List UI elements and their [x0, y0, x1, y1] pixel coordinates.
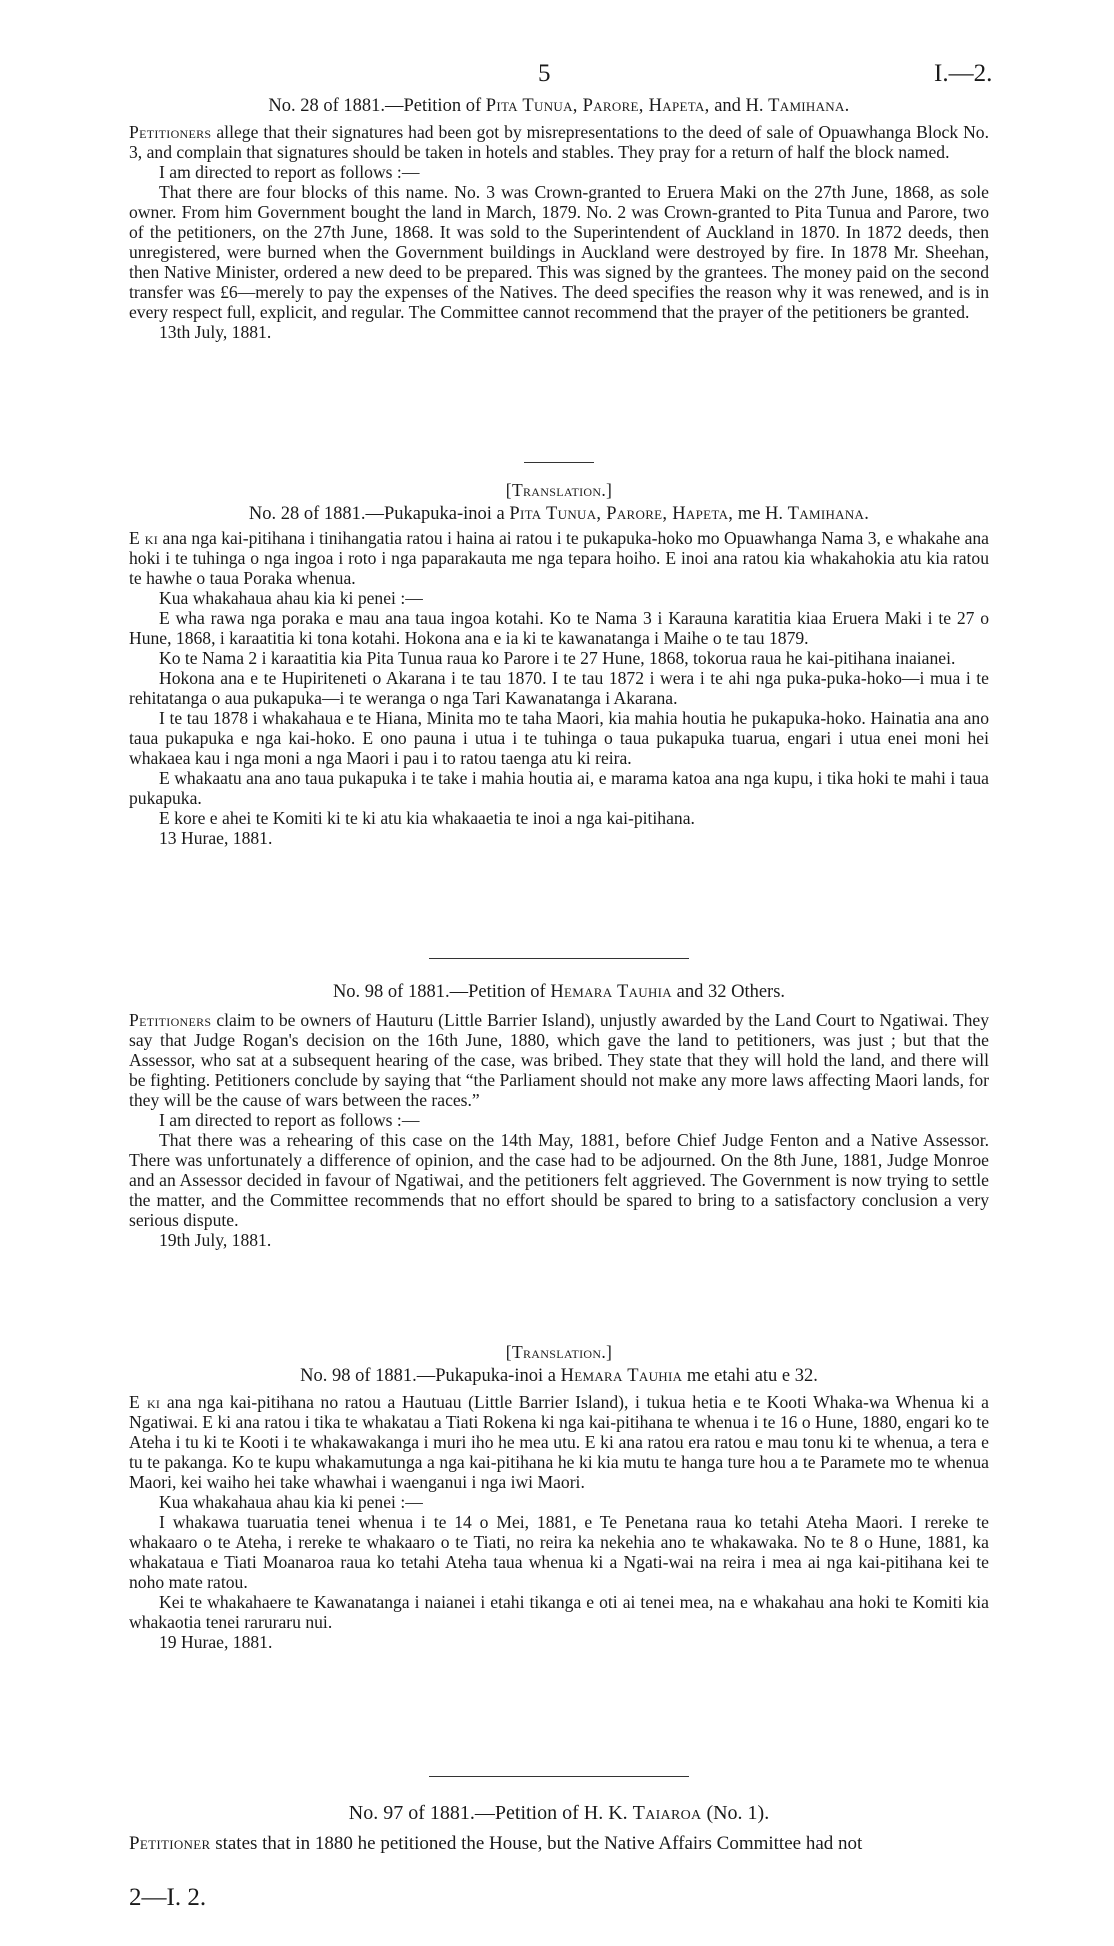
divider — [129, 1776, 989, 1777]
document-reference: I.—2. — [934, 60, 993, 87]
paragraph: E ki ana nga kai-pitihana no ratou a Hautuau (Little Barrier Island), i tukua hetia e te Kooti Whaka-wa Whenua ki a Ngatiwai. E ki ana ratou i tika te whakatau a Tiati Rokena ki nga kai-pitihana te whenua i te 16 o Hune, 1880, engari ko te Ateha i tu ki te Kooti i te whakawakanga i muri iho he mea utu. E ki ana ratou era ratou e mau tonu ki te whenua, a tera e tu te pakanga. Ko te kupu whakamutunga a nga kai-pitihana he ki kia mutu te hanga ture hou a te Paramete mo te whenua Maori, kei waiho hei take whawhai i waenganui i nga iwi Maori. — [129, 1392, 989, 1492]
petition-98-english — [129, 982, 989, 1250]
divider — [129, 958, 989, 959]
paragraph: Petitioners claim to be owners of Hauturu (Little Barrier Island), unjustly awarded by the Land Court to Ngatiwai. They say that Judge Rogan's decision on the 16th June, 1880, which gave the land to petitioners, was just ; but that the Assessor, who sat at a subsequent hearing of the case, was bribed. They state that they will hold the land, and there will be fighting. Petitioners conclude by saying that “the Parliament should not make any more laws affecting Maori lands, for they will be the cause of wars between the races.” — [129, 1010, 989, 1110]
page-number: 5 — [538, 60, 551, 87]
paragraph: Kua whakahaua ahau kia ki penei :— — [159, 1492, 423, 1512]
paragraph: E ki ana nga kai-pitihana i tinihangatia ratou i haina ai ratou i te pukapuka-hoko mo Opuawhanga Nama 3, e whakahe ana hoki i te tuhinga o nga ingoa i roto i nga paparakauta me nga tepara hoiho. E inoi ana ratou kia whakahokia atu kia ratou te hawhe o taua Poraka whenua. — [129, 528, 989, 588]
paragraph: I am directed to report as follows :— — [159, 162, 420, 182]
translation-label: [Translation.] — [505, 480, 613, 500]
section-title: No. 98 of 1881.—Pukapuka-inoi a Hemara Tauhia me etahi atu e 32. — [300, 1366, 818, 1386]
date-line: 13th July, 1881. — [159, 322, 272, 342]
paragraph: E kore e ahei te Komiti ki te ki atu kia whakaaetia te inoi a nga kai-pitihana. — [159, 808, 695, 828]
section-title: No. 98 of 1881.—Petition of Hemara Tauhia and 32 Others. — [332, 982, 786, 1002]
paragraph: That there are four blocks of this name. No. 3 was Crown-granted to Eruera Maki on the 27th June, 1868, as sole owner. From him Government bought the land in March, 1879. No. 2 was Crown-granted to Pita Tunua and Parore, two of the petitioners, on the 27th June, 1868. It was sold to the Superintendent of Auckland in 1870. In 1872 deeds, then unregistered, were burned when the Government buildings in Auckland were destroyed by fire. In 1878 Mr. Sheehan, then Native Minister, ordered a new deed to be prepared. This was signed by the grantees. The money paid on the second transfer was £6—merely to pay the expenses of the Natives. The deed specifies the reason why it was renewed, and is in every respect full, explicit, and regular. The Committee cannot recommend that the prayer of the petitioners be granted. — [129, 182, 989, 322]
paragraph: Hokona ana e te Hupiriteneti o Akarana i te tau 1870. I te tau 1872 i wera i te ahi nga puka-puka-hoko—i mua i te rehitatanga o aua pukapuka—i te weranga o nga Tari Kawanatanga i Akarana. — [129, 668, 989, 708]
section-title: No. 28 of 1881.—Pukapuka-inoi a Pita Tunua, Parore, Hapeta, me H. Tamihana. — [248, 504, 870, 524]
section-title: No. 28 of 1881.—Petition of Pita Tunua, Parore, Hapeta, and H. Tamihana. — [268, 96, 850, 116]
paragraph: Kua whakahaua ahau kia ki penei :— — [159, 588, 423, 608]
date-line: 13 Hurae, 1881. — [159, 828, 273, 848]
paragraph: Petitioner states that in 1880 he petitioned the House, but the Native Affairs Committee had not — [129, 1833, 863, 1854]
divider — [129, 462, 989, 463]
petition-98-translation — [129, 1342, 989, 1652]
section-title: No. 97 of 1881.—Petition of H. K. Taiaroa (No. 1). — [348, 1802, 770, 1824]
paragraph: Petitioners allege that their signatures had been got by misrepresentations to the deed of sale of Opuawhanga Block No. 3, and complain that signatures should be taken in hotels and stables. They pray for a return of half the block named. — [129, 122, 989, 162]
paragraph: E wha rawa nga poraka e mau ana taua ingoa kotahi. Ko te Nama 3 i Karauna karatitia kiaa Eruera Maki i te 27 o Hune, 1868, i karaatitia ki tona kotahi. Hokona ana e ia ki te kawanatanga i Maihe o te tau 1879. — [129, 608, 989, 648]
date-line: 19 Hurae, 1881. — [159, 1632, 273, 1652]
petition-28-english — [129, 96, 989, 342]
paragraph: I am directed to report as follows :— — [159, 1110, 420, 1130]
paragraph: E whakaatu ana ano taua pukapuka i te take i mahia houtia ai, e marama katoa ana nga kupu, i tika hoki te mahi i taua pukapuka. — [129, 768, 989, 808]
petition-28-translation — [129, 480, 989, 848]
paragraph: Kei te whakahaere te Kawanatanga i naianei i etahi tikanga e oti ai tenei mea, na e whakahau ana hoki te Komiti kia whakaotia tenei raruraru nui. — [129, 1592, 989, 1632]
date-line: 19th July, 1881. — [159, 1230, 272, 1250]
paragraph: That there was a rehearing of this case on the 14th May, 1881, before Chief Judge Fenton and a Native Assessor. There was unfortunately a difference of opinion, and the case had to be adjourned. On the 8th June, 1881, Judge Monroe and an Assessor decided in favour of Ngatiwai, and the petitioners felt aggrieved. The Government is now trying to settle the matter, and the Committee recommends that no effort should be spared to bring to a satisfactory conclusion a very serious dispute. — [129, 1130, 989, 1230]
petition-97-english — [129, 1802, 989, 1854]
paragraph: I te tau 1878 i whakahaua e te Hiana, Minita mo te taha Maori, kia mahia houtia he pukapuka-hoko. Hainatia ana ano taua pukapuka e nga kai-hoko. E ono pauna i utua i te tuhinga o taua pukapuka tuarua, engari i utua enei moni hei whakaea kau i nga moni a nga Maori i pau i to ratou taenga atu ki reira. — [129, 708, 989, 768]
paragraph: I whakawa tuaruatia tenei whenua i te 14 o Mei, 1881, e Te Penetana raua ko tetahi Ateha Maori. I rereke te whakaaro o te Ateha, i rereke te whakaaro o te Tiati, no reira ka nekehia ano te whakawaka. No te 8 o Hune, 1881, ka whakataua e Tiati Moanaroa raua ko tetahi Ateha taua whenua ki a Ngati-wai na reira i mea ai nga kai-pitihana kei te noho mate ratou. — [129, 1512, 989, 1592]
paragraph: Ko te Nama 2 i karaatitia kia Pita Tunua raua ko Parore i te 27 Hune, 1868, tokorua raua he kai-pitihana inaianei. — [159, 648, 956, 668]
printer-signature: 2—I. 2. — [129, 1884, 207, 1911]
translation-label: [Translation.] — [505, 1342, 613, 1362]
